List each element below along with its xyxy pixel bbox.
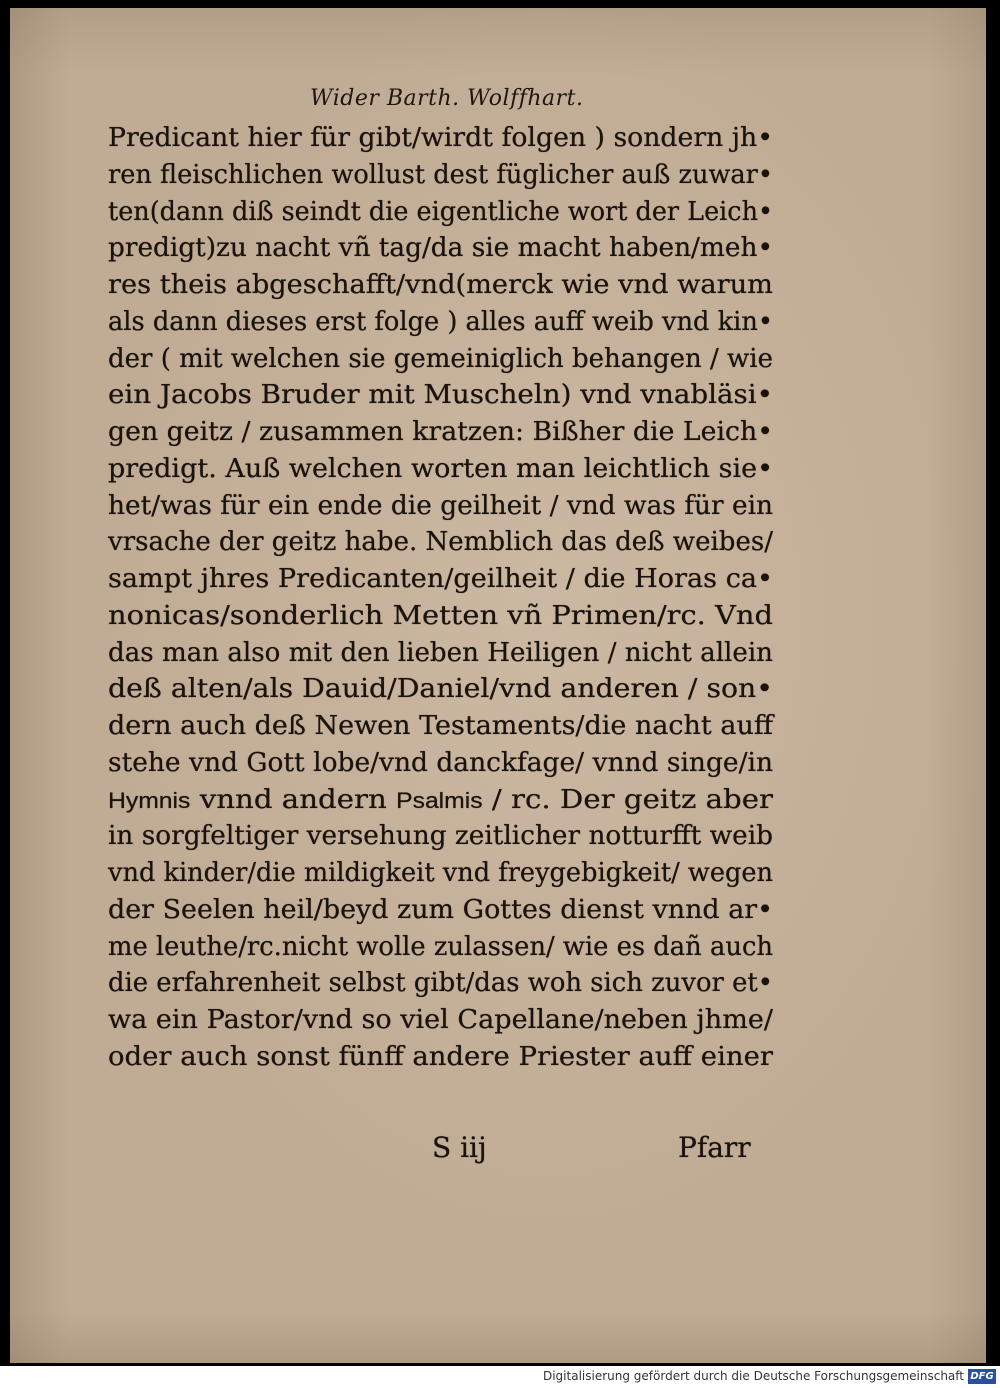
text-line: me leuthe/rc.nicht wolle zulassen/ wie es dañ auch bbox=[108, 931, 773, 962]
text-line: vrsache der geitz habe. Nemblich das deß weibes/ bbox=[108, 527, 773, 558]
text-line: dern auch deß Newen Testaments/die nacht auff bbox=[108, 711, 773, 741]
text-line: ren fleischlichen wollust dest füglicher auß zuwar• bbox=[108, 159, 773, 190]
text-line: oder auch sonst fünff andere Priester auff einer bbox=[108, 1041, 773, 1072]
roman-word-psalmis: Psalmis bbox=[396, 787, 483, 813]
text-line: in sorgfeltiger versehung zeitlicher notturfft weib bbox=[108, 821, 773, 852]
text-line: Predicant hier für gibt/wirdt folgen ) sondern jh• bbox=[108, 123, 773, 153]
text-line: ten(dann diß seindt die eigentliche wort der Leich• bbox=[108, 196, 773, 227]
text-line: ein Jacobs Bruder mit Muscheln) vnd vnabläsi• bbox=[108, 380, 773, 411]
text-line: sampt jhres Predicanten/geilheit / die Horas ca• bbox=[108, 564, 773, 594]
dfg-logo: DFG bbox=[968, 1369, 996, 1384]
credit-bar bbox=[0, 1366, 1000, 1388]
text-line: der Seelen heil/beyd zum Gottes dienst vnnd ar• bbox=[108, 894, 773, 925]
text-line: als dann dieses erst folge ) alles auff weib vnd kin• bbox=[108, 306, 773, 337]
credit-text: Digitalisierung gefördert durch die Deutsche Forschungsgemeinschaft bbox=[542, 1369, 964, 1383]
text-line: das man also mit den lieben Heiligen / nicht allein bbox=[108, 637, 774, 668]
text-line: predigt)zu nacht vñ tag/da sie macht haben/meh• bbox=[108, 233, 773, 264]
running-header: Wider Barth. Wolffhart. bbox=[310, 86, 584, 111]
text-line: der ( mit welchen sie gemeiniglich behangen / wie bbox=[108, 343, 773, 374]
text-line: vnd kinder/die mildigkeit vnd freygebigkeit/ wegen bbox=[108, 858, 773, 888]
text-line: nonicas/sonderlich Metten vñ Primen/rc. Vnd bbox=[108, 600, 774, 631]
text-segment: / rc. Der geitz aber bbox=[482, 784, 773, 815]
catchword: Pfarr bbox=[678, 1131, 751, 1164]
text-line: het/was für ein ende die geilheit / vnd was für ein bbox=[108, 490, 773, 521]
text-segment: vnnd andern bbox=[190, 784, 397, 815]
text-line: stehe vnd Gott lobe/vnd danckfage/ vnnd singe/in bbox=[108, 747, 773, 778]
roman-word-hymnis: Hymnis bbox=[108, 787, 191, 813]
text-line: die erfahrenheit selbst gibt/das woh sich zuvor et• bbox=[108, 968, 773, 999]
text-line: wa ein Pastor/vnd so viel Capellane/neben jhme/ bbox=[108, 1005, 774, 1035]
text-block bbox=[108, 120, 773, 1076]
text-line: res theis abgeschafft/vnd(merck wie vnd warum bbox=[108, 270, 773, 300]
scanned-page bbox=[10, 8, 986, 1363]
text-line: gen geitz / zusammen kratzen: Bißher die Leich• bbox=[108, 417, 773, 447]
text-line: deß alten/als Dauid/Daniel/vnd anderen / son• bbox=[108, 674, 773, 705]
text-line: predigt. Auß welchen worten man leichtlich sie• bbox=[108, 453, 773, 484]
signature-mark: S iij bbox=[432, 1131, 487, 1164]
text-line-mixed bbox=[108, 782, 773, 819]
